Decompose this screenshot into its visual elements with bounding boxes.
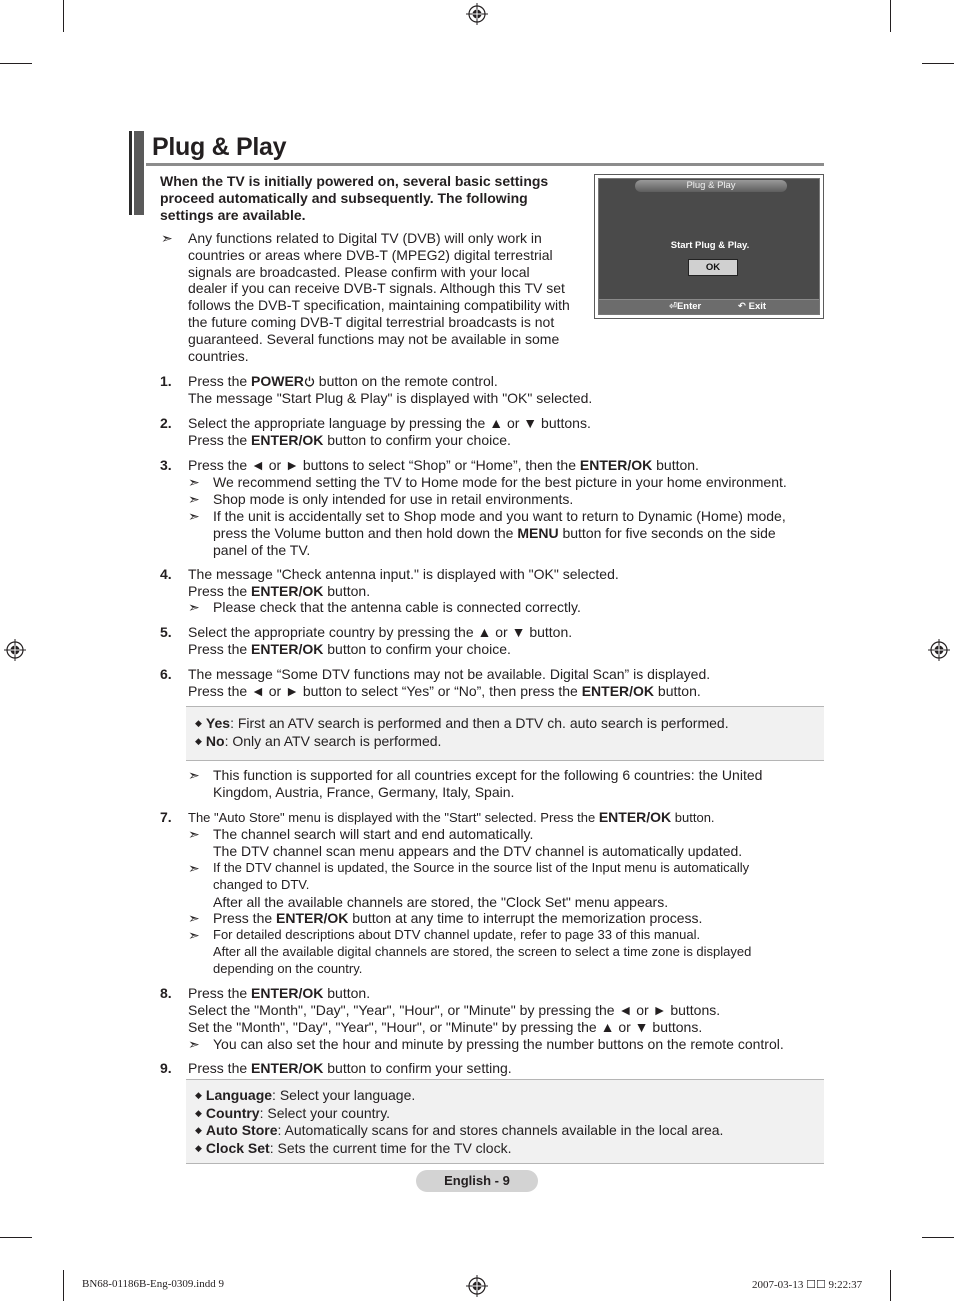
note-arrow-icon: ➣ bbox=[188, 508, 200, 524]
diamond-bullet-icon: ◆ bbox=[195, 1125, 202, 1135]
note-arrow-icon: ➣ bbox=[188, 491, 200, 507]
step-6-options-box bbox=[186, 706, 824, 761]
step-number: 2. bbox=[160, 415, 172, 431]
osd-enter-hint: ⏎Enter bbox=[669, 301, 702, 312]
note-arrow-icon: ➣ bbox=[188, 767, 200, 783]
crop-mark bbox=[63, 1270, 64, 1301]
enter-icon: ⏎ bbox=[669, 301, 677, 312]
registration-mark-icon bbox=[466, 1275, 488, 1297]
step-7-note-1: The channel search will start and end automatically. The DTV channel scan menu appears and the DTV channel is automatically updated. bbox=[213, 826, 743, 859]
step-8: Press the ENTER/OK button. Select the "Month", "Day", "Year", "Hour", or "Minute" by pressing the ◄ or ► buttons. Set the "Month", "Day", "Year", "Hour", or "Minute" by pressing the ▲ or ▼ buttons. bbox=[188, 985, 721, 1035]
crop-mark bbox=[890, 1270, 891, 1301]
step-4-note: Please check that the antenna cable is connected correctly. bbox=[213, 599, 581, 615]
osd-message: Start Plug & Play. bbox=[670, 240, 750, 251]
crop-mark bbox=[922, 1237, 954, 1238]
crop-mark bbox=[0, 1237, 32, 1238]
step-2: Select the appropriate language by pressing the ▲ or ▼ buttons. Press the ENTER/OK button to confirm your choice. bbox=[188, 415, 591, 448]
step-6: The message “Some DTV functions may not be available. Digital Scan” is displayed. Press the ◄ or ► button to select “Yes” or “No”, then press the ENTER/OK button. bbox=[188, 666, 711, 699]
print-slug-filename: BN68-01186B-Eng-0309.indd 9 bbox=[82, 1278, 224, 1290]
diamond-bullet-icon: ◆ bbox=[195, 1090, 202, 1100]
summary-auto-store: ◆ Auto Store: Automatically scans for and stores channels available in the local area. bbox=[195, 1122, 724, 1138]
step-number: 8. bbox=[160, 985, 172, 1001]
note-arrow-icon: ➣ bbox=[188, 599, 200, 615]
step-7-note-4: For detailed descriptions about DTV channel update, refer to page 33 of this manual. After all the available digital channels are stored, the screen to select a time zone is displayed depending on the country. bbox=[213, 927, 752, 976]
summary-clock-set: ◆ Clock Set: Sets the current time for the TV clock. bbox=[195, 1140, 512, 1156]
step-5: Select the appropriate country by pressing the ▲ or ▼ button. Press the ENTER/OK button to confirm your choice. bbox=[188, 624, 573, 657]
step-9: Press the ENTER/OK button to confirm your setting. bbox=[188, 1060, 512, 1076]
note-arrow-icon: ➣ bbox=[188, 910, 200, 926]
diamond-bullet-icon: ◆ bbox=[195, 1108, 202, 1118]
page-number-badge: English - 9 bbox=[416, 1170, 538, 1192]
osd-exit-hint: ↶ Exit bbox=[738, 301, 767, 312]
step-3-note-2: Shop mode is only intended for use in retail environments. bbox=[213, 491, 574, 507]
settings-summary-box bbox=[186, 1079, 824, 1164]
page-title: Plug & Play bbox=[152, 133, 287, 161]
step-7-note-3: Press the ENTER/OK button at any time to interrupt the memorization process. bbox=[213, 910, 703, 926]
crop-mark bbox=[890, 0, 891, 32]
summary-country: ◆ Country: Select your country. bbox=[195, 1105, 391, 1121]
step-number: 5. bbox=[160, 624, 172, 640]
step-number: 4. bbox=[160, 566, 172, 582]
title-accent-bar bbox=[129, 131, 144, 215]
step-6-note: This function is supported for all countries except for the following 6 countries: the United Kingdom, Austria, France, Germany, Italy, Spain. bbox=[213, 767, 763, 800]
step-number: 6. bbox=[160, 666, 172, 682]
crop-mark bbox=[63, 0, 64, 32]
note-arrow-icon: ➣ bbox=[188, 826, 200, 842]
step-number: 9. bbox=[160, 1060, 172, 1076]
power-icon bbox=[304, 376, 315, 387]
step-3-note-3: If the unit is accidentally set to Shop mode and you want to return to Dynamic (Home) mode, press the Volume button and then hold down the MENU button for five seconds on the side panel of the TV. bbox=[213, 508, 786, 558]
diamond-bullet-icon: ◆ bbox=[195, 1143, 202, 1153]
option-no: ◆ No: Only an ATV search is performed. bbox=[195, 733, 442, 749]
step-7-note-2: If the DTV channel is updated, the Source in the source list of the Input menu is automatically changed to DTV. After all the available channels are stored, the "Clock Set" menu appears. bbox=[213, 860, 750, 910]
print-slug-timestamp: 2007-03-13 ☐☐ 9:22:37 bbox=[752, 1279, 863, 1291]
step-8-note: You can also set the hour and minute by pressing the number buttons on the remote control. bbox=[213, 1036, 784, 1052]
note-arrow-icon: ➣ bbox=[188, 1036, 200, 1052]
registration-mark-icon bbox=[928, 639, 950, 661]
title-rule bbox=[146, 163, 824, 166]
note-arrow-icon: ➣ bbox=[188, 474, 200, 490]
diamond-bullet-icon: ◆ bbox=[195, 736, 202, 746]
step-4: The message "Check antenna input." is displayed with "OK" selected. Press the ENTER/OK button. bbox=[188, 566, 619, 599]
crop-mark bbox=[922, 63, 954, 64]
option-yes: ◆ Yes: First an ATV search is performed and then a DTV ch. auto search is performed. bbox=[195, 715, 729, 731]
summary-language: ◆ Language: Select your language. bbox=[195, 1087, 416, 1103]
osd-screen bbox=[598, 178, 820, 315]
intro-paragraph: When the TV is initially powered on, several basic settings proceed automatically and subsequently. The following settings are available. bbox=[160, 173, 549, 223]
step-number: 7. bbox=[160, 809, 172, 825]
step-1: Press the POWER button on the remote control. The message "Start Plug & Play" is displayed with "OK" selected. bbox=[188, 373, 593, 406]
registration-mark-icon bbox=[466, 3, 488, 25]
step-number: 3. bbox=[160, 457, 172, 473]
note-arrow-icon: ➣ bbox=[188, 860, 200, 876]
osd-ok-button: OK bbox=[688, 259, 738, 276]
osd-screenshot bbox=[594, 174, 824, 319]
step-3-note-1: We recommend setting the TV to Home mode for the best picture in your home environment. bbox=[213, 474, 787, 490]
diamond-bullet-icon: ◆ bbox=[195, 718, 202, 728]
osd-title-tab: Plug & Play bbox=[635, 180, 787, 192]
return-icon: ↶ bbox=[738, 301, 749, 312]
note-arrow-icon: ➣ bbox=[188, 927, 200, 943]
step-number: 1. bbox=[160, 373, 172, 389]
registration-mark-icon bbox=[4, 639, 26, 661]
crop-mark bbox=[0, 63, 32, 64]
dvb-note: Any functions related to Digital TV (DVB) will only work in countries or areas where DVB-T (MPEG2) digital terrestrial signals are broadcasted. Please confirm with your local dealer if you can receive DVB-T signals. Although this TV set follows the DVB-T specification, maintaining compatibility with the future coming DVB-T digital terrestrial broadcasts is not guaranteed. Several functions may not be available in some countries. bbox=[188, 230, 570, 364]
step-7: The "Auto Store" menu is displayed with the "Start" selected. Press the ENTER/OK button. bbox=[188, 809, 715, 825]
osd-footer bbox=[599, 299, 819, 314]
step-3: Press the ◄ or ► buttons to select “Shop” or “Home”, then the ENTER/OK button. bbox=[188, 457, 699, 473]
note-arrow-icon: ➣ bbox=[161, 230, 173, 246]
